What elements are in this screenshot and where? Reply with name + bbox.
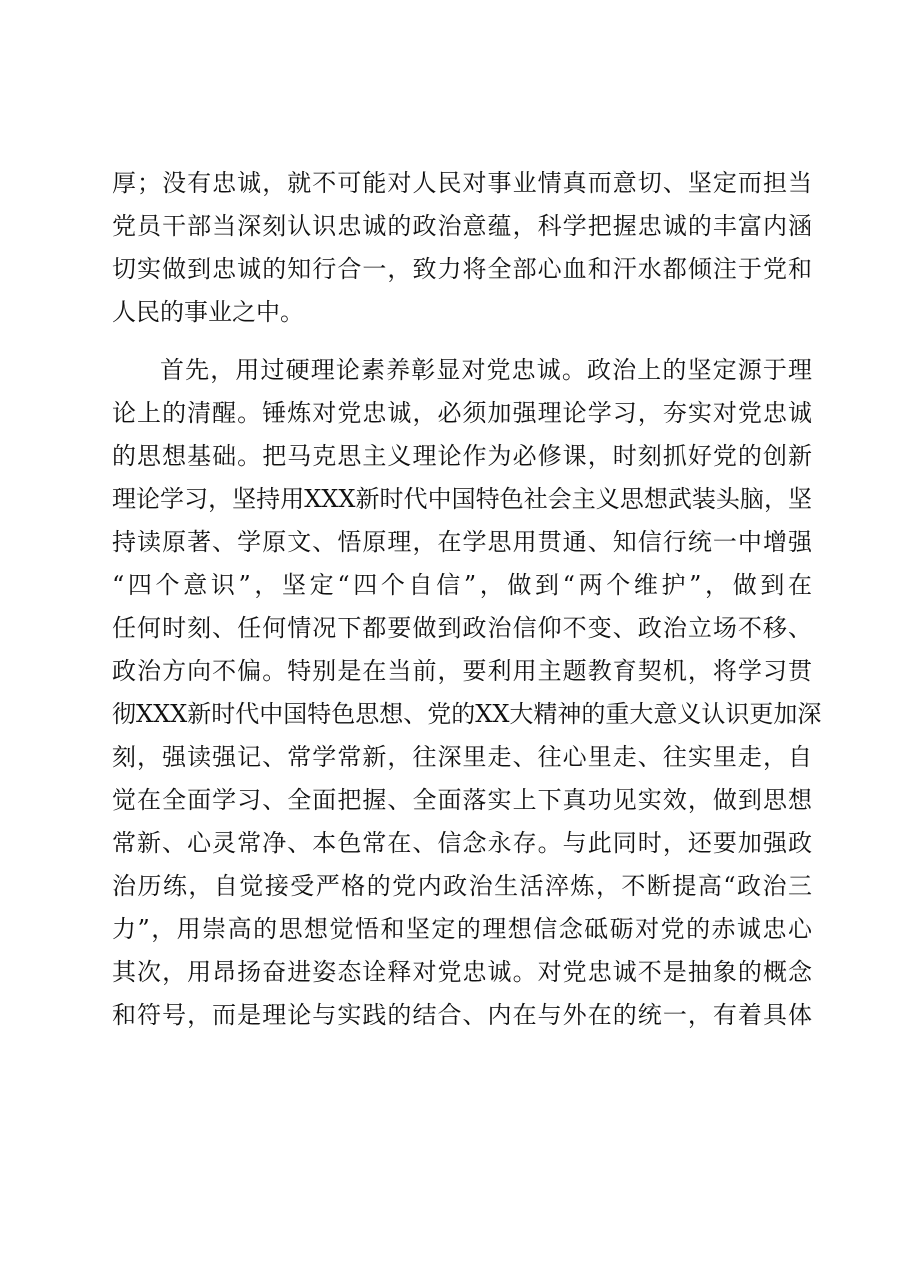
text-line: 首先，用过硬理论素养彰显对党忠诚。政治上的坚定源于理 — [160, 356, 812, 384]
text-line: 切实做到忠诚的知行合一，致力将全部心血和汗水都倾注于党和 — [112, 255, 812, 283]
text-line: 和符号，而是理论与实践的结合、内在与外在的统一，有着具体 — [112, 1001, 812, 1029]
text-line: 厚；没有忠诚，就不可能对人民对事业情真而意切、坚定而担当 — [112, 169, 812, 197]
text-line: 论上的清醒。锤炼对党忠诚，必须加强理论学习，夯实对党忠诚 — [112, 399, 812, 427]
text-line: 党员干部当深刻认识忠诚的政治意蕴，科学把握忠诚的丰富内涵 — [112, 212, 812, 240]
text-line: 持读原著、学原文、悟原理，在学思用贯通、知信行统一中增强 — [112, 528, 812, 556]
text-line: 力”，用崇高的思想觉悟和坚定的理想信念砥砺对党的赤诚忠心 — [112, 915, 812, 943]
text-line: 常新、心灵常净、本色常在、信念永存。与此同时，还要加强政 — [112, 829, 812, 857]
text-line: 刻，强读强记、常学常新，往深里走、往心里走、往实里走，自 — [112, 743, 812, 771]
text-line: 政治方向不偏。特别是在当前，要利用主题教育契机，将学习贯 — [112, 657, 812, 685]
text-line: 彻XXX新时代中国特色思想、党的XX大精神的重大意义认识更加深 — [112, 700, 822, 728]
text-line: 任何时刻、任何情况下都要做到政治信仰不变、政治立场不移、 — [112, 614, 812, 642]
text-line: 觉在全面学习、全面把握、全面落实上下真功见实效，做到思想 — [112, 786, 812, 814]
body-text — [112, 162, 822, 1037]
text-line: 治历练，自觉接受严格的党内政治生活淬炼，不断提高“政治三 — [112, 872, 812, 900]
text-line: 的思想基础。把马克思主义理论作为必修课，时刻抓好党的创新 — [112, 442, 812, 470]
text-line: 其次，用昂扬奋进姿态诠释对党忠诚。对党忠诚不是抽象的概念 — [112, 958, 812, 986]
text-line: 理论学习，坚持用XXX新时代中国特色社会主义思想武装头脑，坚 — [112, 485, 812, 513]
text-line: “四个意识”，坚定“四个自信”，做到“两个维护”，做到在 — [112, 571, 812, 599]
text-line: 人民的事业之中。 — [112, 298, 304, 326]
